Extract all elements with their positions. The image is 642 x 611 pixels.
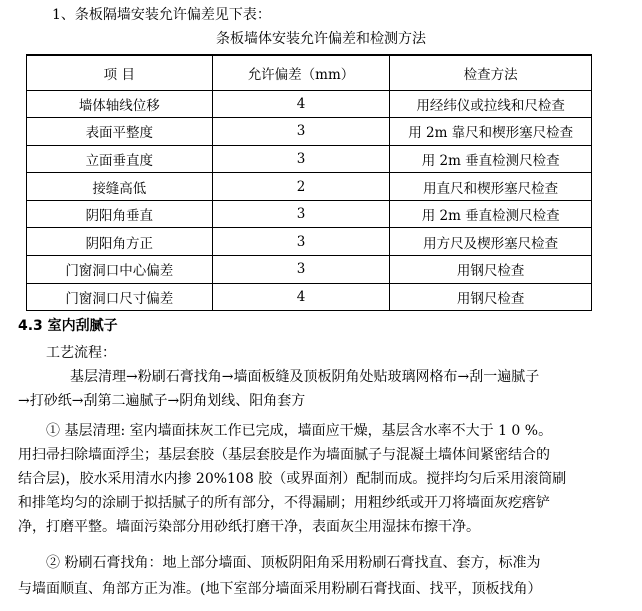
cell-tolerance: 3 — [212, 200, 390, 228]
cell-item: 墙体轴线位移 — [27, 90, 213, 118]
cell-method: 用经纬仪或拉线和尺检查 — [390, 90, 592, 118]
process-label: 工艺流程： — [46, 345, 116, 361]
cell-method: 用 2m 垂直检测尺检查 — [390, 145, 592, 173]
table-row — [27, 90, 592, 118]
para2-line: ② 粉刷石膏找角：地上部分墙面、顶板阴阳角采用粉刷石膏找直、套方，标准为 — [46, 555, 541, 571]
cell-tolerance: 3 — [212, 118, 390, 146]
section-heading: 4.3 室内刮腻子 — [18, 318, 118, 334]
table-caption: 条板墙体安装允许偏差和检测方法 — [216, 31, 426, 47]
table-row — [27, 145, 592, 173]
table-row — [27, 256, 592, 284]
flow-line-1: 基层清理→粉刷石膏找角→墙面板缝及顶板阴角处贴玻璃网格布→刮一遍腻子 — [70, 369, 540, 385]
cell-tolerance: 3 — [212, 145, 390, 173]
table-row — [27, 173, 592, 201]
cell-tolerance: 3 — [212, 256, 390, 284]
flow-line-2: →打砂纸→刮第二遍腻子→阴角划线、阳角套方 — [18, 393, 306, 409]
intro-line: 1、条板隔墙安装允许偏差见下表： — [52, 7, 271, 23]
cell-item: 阴阳角方正 — [27, 228, 213, 256]
cell-tolerance: 2 — [212, 173, 390, 201]
para1-line: 结合层)，胶水采用清水内掺 20%108 胶（或界面剂）配制而成。搅拌均匀后采用滚筒刷 — [18, 471, 567, 487]
cell-item: 接缝高低 — [27, 173, 213, 201]
para1-line: 用扫帚扫除墙面浮尘；基层套胶（基层套胶是作为墙面腻子与混凝土墙体间紧密结合的 — [18, 447, 550, 463]
table-row — [27, 200, 592, 228]
para1-line: ① 基层清理: 室内墙面抹灰工作已完成，墙面应干燥，基层含水率不大于 1 0 %。 — [46, 423, 553, 439]
header-tolerance: 允许偏差（mm） — [212, 55, 390, 90]
cell-tolerance: 3 — [212, 228, 390, 256]
tolerance-table — [26, 54, 592, 311]
cell-item: 表面平整度 — [27, 118, 213, 146]
para2-line: 与墙面顺直、角部方正为准。(地下室部分墙面采用粉刷石膏找面、找平，顶板找角） — [18, 581, 542, 597]
table-row — [27, 228, 592, 256]
cell-method: 用 2m 靠尺和楔形塞尺检查 — [390, 118, 592, 146]
cell-method: 用钢尺检查 — [390, 283, 592, 311]
cell-method: 用方尺及楔形塞尺检查 — [390, 228, 592, 256]
cell-tolerance: 4 — [212, 90, 390, 118]
cell-item: 阴阳角垂直 — [27, 200, 213, 228]
header-item: 项 目 — [27, 55, 213, 90]
cell-tolerance: 4 — [212, 283, 390, 311]
table-row — [27, 283, 592, 311]
para1-line: 净，打磨平整。墙面污染部分用砂纸打磨干净，表面灰尘用湿抹布擦干净。 — [18, 519, 480, 535]
cell-item: 门窗洞口尺寸偏差 — [27, 283, 213, 311]
para1-line: 和排笔均匀的涂刷于拟括腻子的所有部分，不得漏刷；用粗纱纸或开刀将墙面灰疙瘩铲 — [18, 495, 550, 511]
header-method: 检查方法 — [390, 55, 592, 90]
cell-item: 门窗洞口中心偏差 — [27, 256, 213, 284]
table-row — [27, 118, 592, 146]
cell-method: 用直尺和楔形塞尺检查 — [390, 173, 592, 201]
table-header-row — [27, 55, 592, 90]
cell-method: 用钢尺检查 — [390, 256, 592, 284]
cell-method: 用 2m 垂直检测尺检查 — [390, 200, 592, 228]
cell-item: 立面垂直度 — [27, 145, 213, 173]
